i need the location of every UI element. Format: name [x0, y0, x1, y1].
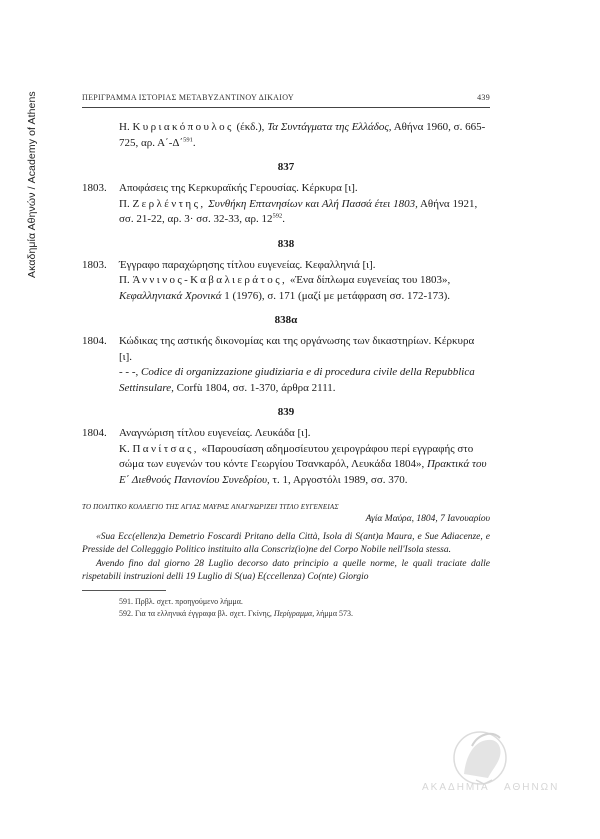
footnote-text: λήμμα 573.	[316, 609, 354, 618]
ref-initial: Κ.	[119, 442, 130, 455]
ref-dashes: - - -,	[119, 366, 139, 378]
entry-title: Αναγνώριση τίτλου ευγενείας. Λευκάδα [ι].	[119, 427, 311, 439]
footnote-work: Περίγραμμα,	[273, 609, 315, 618]
entry-body	[119, 426, 490, 488]
entry-body	[119, 258, 490, 305]
document-place-date: Αγία Μαύρα, 1804, 7 Ιανουαρίου	[365, 514, 490, 524]
footnote-marker[interactable]: 592	[272, 212, 283, 220]
ref-work: Codice di organizzazione giudiziaria e di procedura civile della Repubblica Settinsulare,	[119, 366, 475, 394]
footnote	[82, 596, 490, 608]
top-reference	[82, 120, 490, 151]
ref-proceedings: Πρακτικά του Ε΄ Διεθνούς Πανιονίου Συνεδρίου,	[119, 458, 487, 486]
ref-author: Άννινος-Καβαλιεράτος,	[132, 274, 288, 286]
ref-rest: τ. 1, Αργοστόλι 1989, σσ. 370.	[269, 473, 408, 486]
ref-author: Ζερλέντης,	[132, 197, 206, 210]
ref-rest: Αθήνα 1921, σσ. 21-22, αρ. 3· σσ. 32-33, αρ. 12	[119, 197, 478, 225]
ref-author: Πανίτσας,	[132, 442, 199, 455]
book-page	[82, 93, 490, 620]
running-head	[82, 93, 490, 107]
footnote-text: Πρβλ. σχετ. προηγούμενο λήμμα.	[135, 597, 243, 606]
ref-rest: 1 (1976), σ. 171 (μαζί με μετάφραση σσ. 172-173).	[224, 289, 451, 302]
entry-body	[119, 334, 490, 396]
archive-side-label: Ακαδημία Αθηνών / Academy of Athens	[26, 91, 38, 278]
entry	[82, 258, 490, 305]
entry-year: 1803.	[82, 182, 107, 194]
footnote	[82, 608, 490, 620]
ref-author: Κυριακόπουλος	[132, 121, 234, 133]
entry	[82, 426, 490, 488]
athena-head-icon	[454, 732, 506, 784]
entry-reference	[119, 273, 490, 304]
entry-year: 1804.	[82, 427, 107, 439]
ref-work: Συνθήκη Επτανησίων και Αλή Πασσά έτει 1803,	[208, 197, 418, 210]
entry-number: 838	[277, 237, 295, 250]
footnote-text: Για τα ελληνικά έγγραφα βλ. σχετ. Γκίνης,	[135, 609, 272, 618]
entry	[82, 181, 490, 228]
entry	[82, 334, 490, 396]
footnote-number: 591.	[119, 597, 133, 606]
entry-number: 839	[277, 406, 295, 418]
ref-end: .	[282, 213, 285, 225]
footnote-marker[interactable]: 591	[183, 135, 193, 143]
entry-year: 1803.	[82, 258, 107, 271]
running-head-title: ΠΕΡΙΓΡΑΜΜΑ ΙΣΤΟΡΙΑΣ ΜΕΤΑΒΥΖΑΝΤΙΝΟΥ ΔΙΚΑΙΟΥ	[82, 93, 294, 102]
document-title: ΤΟ ΠΟΛΙΤΙΚΟ ΚΟΛΛΕΓΙΟ ΤΗΣ ΑΓΙΑΣ ΜΑΥΡΑΣ ΑΝΑΓΝΩΡΙΖΕΙ ΤΙΤΛΟ ΕΥΓΕΝΕΙΑΣ	[82, 503, 339, 511]
page-number: 439	[477, 93, 490, 102]
footnote-rule	[82, 590, 166, 591]
ref-end: .	[192, 136, 196, 149]
entry-reference	[119, 442, 490, 489]
watermark-text-left: ΑΚΑΔΗΜΙΑ	[422, 782, 490, 793]
entry-reference	[119, 365, 490, 396]
academy-watermark-logo	[380, 718, 560, 808]
entry-reference	[119, 197, 490, 228]
entry-title: Αποφάσεις της Κερκυραϊκής Γερουσίας. Κέρκυρα [ι].	[119, 182, 358, 194]
ref-rest: Corfù 1804, σσ. 1-370, άρθρα 2111.	[173, 381, 336, 394]
ref-initial: Η.	[119, 121, 130, 133]
entry-body	[119, 181, 490, 228]
entry-number: 838α	[274, 314, 298, 326]
ref-article: «Ένα δίπλωμα ευγενείας του 1803»,	[289, 274, 451, 286]
entry-title: Έγγραφο παραχώρησης τίτλου ευγενείας. Κεφαλληνιά [ι].	[119, 258, 376, 271]
document-paragraph: Avendo fino dal giorno 28 Luglio decorso dato principio a quelle norme, le quali traciate dalle rispetabili instruzioni delli 19 Luglio di S(ua) E(ccellenza) Co(nte) Giorgio	[82, 559, 490, 582]
document-paragraph: «Sua Ecc(ellenz)a Demetrio Foscardi Pritano della Città, Isola di S(ant)a Maura, e Sue Adiacenze, e Presside del Collegggio Politico instituito alla Conscriz(io)ne del Corpo Nobile nell'Isola stessa.	[82, 532, 490, 555]
ref-initial: Π.	[119, 197, 130, 210]
entry-year: 1804.	[82, 335, 107, 347]
entry-title: Κώδικας της αστικής δικονομίας και της οργάνωσης των δικαστηρίων. Κέρκυρα [ι].	[119, 335, 475, 363]
header-rule	[82, 107, 490, 108]
watermark-text-right: ΑΘΗΝΩΝ	[504, 782, 560, 793]
ref-initial: Π.	[119, 274, 130, 286]
ref-journal: Κεφαλληνιακά Χρονικά	[119, 289, 222, 302]
ref-rest: Αθήνα 1960, σ. 665-725, αρ. Α΄-Δ΄	[119, 121, 486, 149]
ref-title: Τα Συντάγματα της Ελλάδος,	[267, 121, 392, 133]
footnote-number: 592.	[119, 609, 133, 618]
ref-article: «Παρουσίαση αδημοσίευτου χειρογράφου περί εγγραφής στο σώμα των ευγενών του κόντε Γεωργίου Τσανκαρόλ, Λευκάδα 1804»,	[119, 442, 474, 470]
ref-ed: (έκδ.),	[233, 121, 268, 133]
entry-number: 837	[277, 161, 295, 173]
